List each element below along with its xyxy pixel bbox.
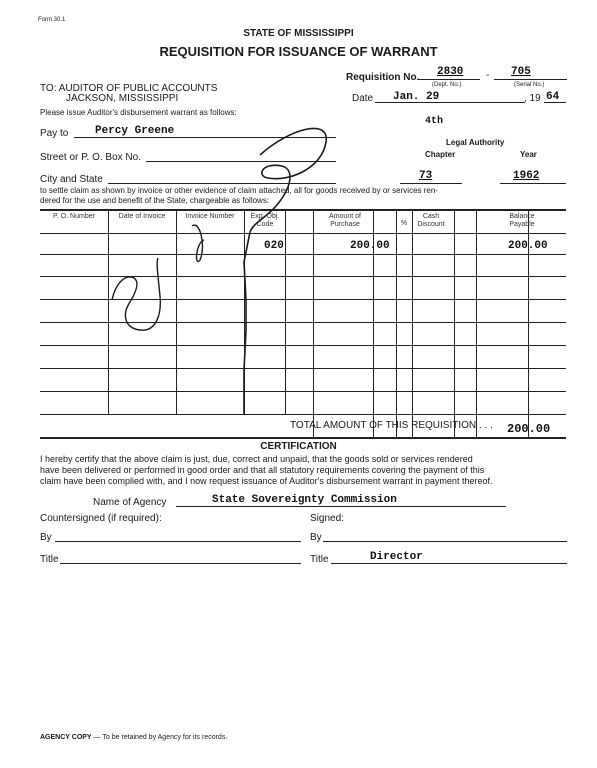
header-cash-discount: Cash Discount [417, 213, 445, 228]
date-month-day: Jan. 29 [393, 91, 440, 103]
state-title: STATE OF MISSISSIPPI [243, 28, 354, 39]
pay-to-label: Pay to [40, 128, 69, 139]
date-year-prefix: , 19 [524, 93, 541, 104]
footer-agency-copy: AGENCY COPY [40, 734, 92, 741]
certification-line-1: I hereby certify that the above claim is just, due, correct and unpaid, that the goods sold or services rendered [40, 454, 473, 464]
to-line-1: TO: AUDITOR OF PUBLIC ACCOUNTS [40, 83, 218, 94]
row-balance: 200.00 [508, 240, 548, 252]
chapter-label: Chapter [425, 150, 456, 159]
footer-note [40, 734, 227, 741]
agency-label: Name of Agency [93, 497, 167, 508]
header-date-of-invoice: Date of Invoice [118, 213, 166, 220]
year-value: 1962 [513, 170, 540, 182]
settle-text-1: to settle claim as shown by invoice or other evidence of claim attached, all for goods received by or services ren- [40, 186, 438, 195]
settle-text-2: dered for the use and benefit of the State, chargeable as follows: [40, 196, 270, 205]
serial-caption: (Serial No.) [514, 82, 545, 88]
title-label-right: Title [310, 554, 329, 565]
requisition-dash: - [486, 70, 490, 81]
form-number: Form 30.1 [38, 17, 66, 23]
countersigned-label: Countersigned (if required): [40, 513, 162, 524]
footer-retention-text: — To be retained by Agency for its records. [91, 734, 228, 741]
street-label: Street or P. O. Box No. [40, 152, 141, 163]
by-label-left: By [40, 532, 52, 543]
row-amount: 200.00 [350, 240, 390, 252]
chapter-value: 73 [419, 170, 433, 182]
serial-number: 705 [511, 66, 531, 78]
row-exp-code: 020 [264, 240, 284, 252]
signed-label: Signed: [310, 513, 344, 524]
certification-line-3: claim have been complied with, and I now request issuance of Auditor's disbursement warrant in payment thereof. [40, 476, 493, 486]
requisition-label: Requisition No. [346, 72, 420, 83]
by-label-right: By [310, 532, 322, 543]
legal-authority-label: Legal Authority [446, 138, 505, 147]
page-title: REQUISITION FOR ISSUANCE OF WARRANT [159, 44, 438, 59]
year-label: Year [520, 150, 537, 159]
total-label: TOTAL AMOUNT OF THIS REQUISITION . . . [290, 420, 493, 431]
pay-to-value: Percy Greene [95, 125, 175, 137]
please-issue-text: Please issue Auditor's disbursement warrant as follows: [40, 108, 237, 117]
legal-edition: 4th [425, 116, 444, 127]
header-balance-payable: Balance Payable [509, 213, 535, 228]
header-invoice-number: Invoice Number [185, 213, 235, 220]
dept-number: 2830 [437, 66, 464, 78]
header-po-number: P. O. Number [53, 213, 95, 220]
title-label-left: Title [40, 554, 59, 565]
date-year-suffix: 64 [546, 91, 560, 103]
total-value: 200.00 [507, 422, 551, 436]
dept-caption: (Dept. No.) [432, 82, 462, 88]
city-label: City and State [40, 174, 103, 185]
header-exp-obj-code: Exp. Obj. Code [250, 213, 280, 228]
agency-value: State Sovereignty Commission [212, 494, 397, 506]
title-value: Director [370, 551, 423, 563]
header-amount-of-purchase: Amount of Purchase [329, 213, 361, 228]
certification-title: CERTIFICATION [260, 441, 337, 452]
header-percent: % [400, 220, 408, 227]
to-line-2: JACKSON, MISSISSIPPI [66, 93, 179, 104]
date-label: Date [352, 93, 374, 104]
certification-line-2: have been delivered or performed in good order and that all statutory requirements covering the payment of this [40, 465, 485, 475]
